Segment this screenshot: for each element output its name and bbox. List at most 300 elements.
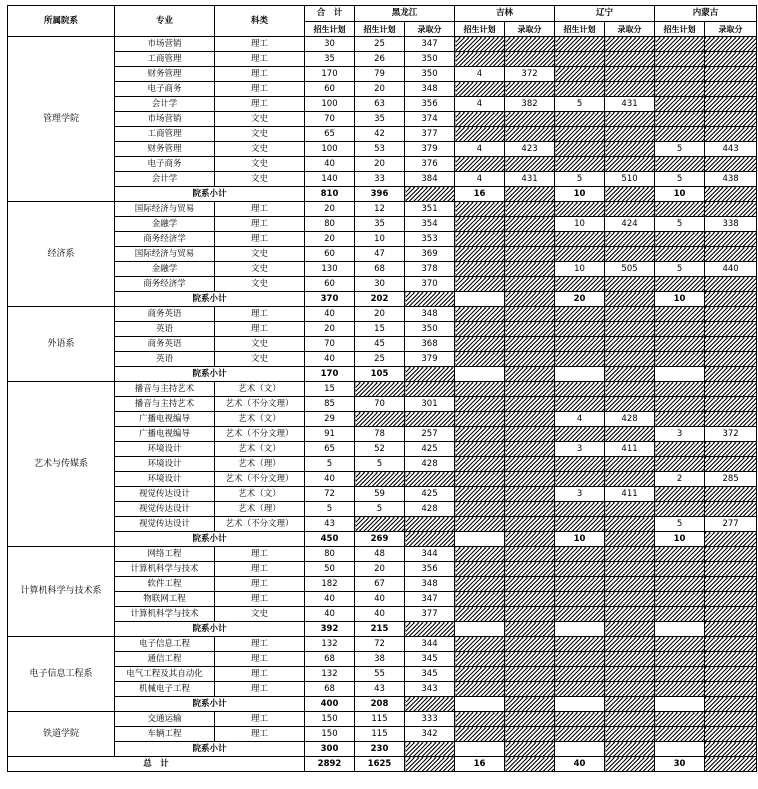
nm-score-cell [705,592,757,607]
jl-plan-cell [455,577,505,592]
hlj-plan-cell: 47 [355,247,405,262]
hlj-score-cell: 428 [405,457,455,472]
major-cell: 电子信息工程 [115,637,215,652]
jl-plan-cell [455,607,505,622]
nm-score-cell: 438 [705,172,757,187]
nm-score-cell [705,562,757,577]
jl-score-cell [505,82,555,97]
grand-total-hlj-plan: 1625 [355,757,405,772]
subtotal-hlj-plan: 396 [355,187,405,202]
jl-plan-cell [455,262,505,277]
ln-score-cell: 505 [605,262,655,277]
table-row [8,592,757,607]
nm-score-cell [705,667,757,682]
ln-score-cell [605,502,655,517]
major-cell: 会计学 [115,172,215,187]
category-cell: 文史 [215,157,305,172]
jl-score-cell [505,727,555,742]
category-cell: 艺术（文） [215,412,305,427]
jl-score-cell [505,472,555,487]
nm-plan-cell [655,397,705,412]
major-cell: 电子商务 [115,82,215,97]
jl-score-cell [505,127,555,142]
hlj-plan-cell: 115 [355,727,405,742]
nm-plan-cell [655,127,705,142]
subtotal-nm-plan [655,622,705,637]
nm-plan-cell [655,352,705,367]
header-jl-plan: 招生计划 [455,22,505,37]
hlj-plan-cell: 5 [355,457,405,472]
subtotal-nm-score [705,697,757,712]
table-row [8,37,757,52]
category-cell: 艺术（不分文理） [215,517,305,532]
jl-score-cell [505,217,555,232]
jl-score-cell [505,52,555,67]
header-region-neimenggu: 内蒙古 [655,6,757,22]
ln-plan-cell [555,517,605,532]
table-row [8,247,757,262]
table-row [8,577,757,592]
subtotal-row [8,367,757,382]
ln-plan-cell [555,232,605,247]
table-row [8,397,757,412]
nm-score-cell: 440 [705,262,757,277]
ln-plan-cell [555,562,605,577]
total-plan-cell: 100 [305,142,355,157]
total-plan-cell: 170 [305,67,355,82]
nm-score-cell: 338 [705,217,757,232]
table-row [8,427,757,442]
hlj-score-cell: 347 [405,592,455,607]
jl-score-cell [505,307,555,322]
ln-score-cell [605,232,655,247]
nm-plan-cell: 5 [655,517,705,532]
subtotal-hlj-score [405,532,455,547]
header-total-plan: 招生计划 [305,22,355,37]
subtotal-nm-plan: 10 [655,532,705,547]
total-plan-cell: 20 [305,322,355,337]
major-cell: 财务管理 [115,67,215,82]
ln-score-cell: 428 [605,412,655,427]
nm-score-cell [705,37,757,52]
ln-score-cell [605,37,655,52]
grand-total-total: 2892 [305,757,355,772]
category-cell: 文史 [215,277,305,292]
subtotal-nm-score [705,367,757,382]
table-row [8,442,757,457]
major-cell: 通信工程 [115,652,215,667]
subtotal-row [8,697,757,712]
ln-score-cell [605,337,655,352]
jl-plan-cell [455,277,505,292]
subtotal-total: 810 [305,187,355,202]
grand-total-jl-plan: 16 [455,757,505,772]
subtotal-ln-score [605,622,655,637]
dept-label: 艺术与传媒系 [8,382,115,547]
category-cell: 理工 [215,727,305,742]
jl-score-cell [505,577,555,592]
nm-plan-cell [655,322,705,337]
subtotal-jl-score [505,532,555,547]
category-cell: 理工 [215,592,305,607]
total-plan-cell: 100 [305,97,355,112]
ln-score-cell [605,67,655,82]
total-plan-cell: 68 [305,652,355,667]
nm-score-cell [705,322,757,337]
ln-score-cell: 411 [605,487,655,502]
hlj-plan-cell: 20 [355,82,405,97]
nm-score-cell [705,52,757,67]
major-cell: 视觉传达设计 [115,502,215,517]
nm-score-cell [705,67,757,82]
subtotal-nm-plan: 10 [655,292,705,307]
subtotal-jl-score [505,742,555,757]
subtotal-jl-plan [455,697,505,712]
ln-score-cell [605,202,655,217]
ln-plan-cell [555,397,605,412]
nm-plan-cell [655,547,705,562]
major-cell: 财务管理 [115,142,215,157]
nm-score-cell [705,682,757,697]
jl-score-cell [505,202,555,217]
header-nm-score: 录取分 [705,22,757,37]
jl-plan-cell [455,517,505,532]
ln-score-cell [605,517,655,532]
header-region-liaoning: 辽宁 [555,6,655,22]
jl-plan-cell: 4 [455,142,505,157]
jl-plan-cell [455,667,505,682]
ln-plan-cell: 3 [555,442,605,457]
ln-score-cell [605,142,655,157]
ln-score-cell: 424 [605,217,655,232]
category-cell: 文史 [215,172,305,187]
hlj-score-cell: 356 [405,97,455,112]
hlj-score-cell: 378 [405,262,455,277]
table-row [8,472,757,487]
category-cell: 艺术（不分文理） [215,427,305,442]
nm-score-cell [705,502,757,517]
ln-plan-cell [555,142,605,157]
header-hlj-plan: 招生计划 [355,22,405,37]
category-cell: 艺术（理） [215,502,305,517]
subtotal-row [8,532,757,547]
table-row [8,262,757,277]
subtotal-jl-plan [455,532,505,547]
ln-score-cell [605,637,655,652]
hlj-plan-cell: 48 [355,547,405,562]
major-cell: 工商管理 [115,52,215,67]
total-plan-cell: 65 [305,442,355,457]
table-row [8,667,757,682]
hlj-plan-cell: 25 [355,37,405,52]
ln-plan-cell: 4 [555,412,605,427]
subtotal-nm-plan [655,697,705,712]
jl-score-cell [505,37,555,52]
header-ln-plan: 招生计划 [555,22,605,37]
hlj-score-cell: 368 [405,337,455,352]
total-plan-cell: 5 [305,457,355,472]
table-row [8,52,757,67]
jl-score-cell [505,427,555,442]
jl-plan-cell [455,442,505,457]
table-row [8,727,757,742]
major-cell: 计算机科学与技术 [115,562,215,577]
ln-plan-cell [555,667,605,682]
jl-plan-cell [455,682,505,697]
ln-score-cell [605,247,655,262]
category-cell: 理工 [215,217,305,232]
nm-score-cell [705,82,757,97]
total-plan-cell: 30 [305,37,355,52]
subtotal-jl-score [505,187,555,202]
jl-plan-cell [455,457,505,472]
hlj-plan-cell: 10 [355,232,405,247]
category-cell: 文史 [215,352,305,367]
dept-label: 外语系 [8,307,115,382]
subtotal-hlj-plan: 208 [355,697,405,712]
table-row [8,607,757,622]
ln-plan-cell [555,37,605,52]
header-nm-plan: 招生计划 [655,22,705,37]
total-plan-cell: 40 [305,157,355,172]
category-cell: 理工 [215,682,305,697]
major-cell: 播音与主持艺术 [115,397,215,412]
hlj-score-cell: 425 [405,487,455,502]
jl-plan-cell [455,472,505,487]
category-cell: 文史 [215,142,305,157]
ln-score-cell [605,727,655,742]
nm-plan-cell [655,652,705,667]
nm-score-cell: 285 [705,472,757,487]
hlj-plan-cell: 20 [355,562,405,577]
total-plan-cell: 132 [305,667,355,682]
ln-plan-cell [555,352,605,367]
jl-score-cell [505,667,555,682]
major-cell: 市场营销 [115,37,215,52]
total-plan-cell: 140 [305,172,355,187]
nm-plan-cell [655,247,705,262]
ln-plan-cell [555,592,605,607]
table-row [8,712,757,727]
dept-label: 计算机科学与技术系 [8,547,115,637]
header-major: 专业 [115,6,215,37]
subtotal-hlj-score [405,367,455,382]
hlj-plan-cell: 59 [355,487,405,502]
subtotal-ln-score [605,367,655,382]
total-plan-cell: 40 [305,607,355,622]
hlj-plan-cell: 70 [355,397,405,412]
table-row [8,232,757,247]
grand-total-hlj-score [405,757,455,772]
dept-label: 管理学院 [8,37,115,202]
table-row [8,157,757,172]
nm-plan-cell: 5 [655,172,705,187]
ln-score-cell [605,667,655,682]
subtotal-row [8,187,757,202]
jl-plan-cell [455,307,505,322]
subtotal-nm-plan: 10 [655,187,705,202]
category-cell: 理工 [215,232,305,247]
nm-plan-cell [655,562,705,577]
table-row [8,637,757,652]
hlj-plan-cell: 45 [355,337,405,352]
subtotal-total: 392 [305,622,355,637]
hlj-score-cell: 345 [405,667,455,682]
table-row [8,502,757,517]
hlj-score-cell [405,382,455,397]
subtotal-ln-plan [555,742,605,757]
hlj-plan-cell: 26 [355,52,405,67]
nm-plan-cell [655,502,705,517]
ln-plan-cell [555,52,605,67]
category-cell: 理工 [215,637,305,652]
grand-total-jl-score [505,757,555,772]
ln-plan-cell [555,277,605,292]
hlj-plan-cell [355,517,405,532]
ln-score-cell [605,322,655,337]
major-cell: 金融学 [115,217,215,232]
nm-score-cell [705,97,757,112]
category-cell: 理工 [215,202,305,217]
jl-plan-cell [455,52,505,67]
hlj-plan-cell: 72 [355,637,405,652]
ln-score-cell [605,607,655,622]
subtotal-ln-plan: 10 [555,532,605,547]
major-cell: 车辆工程 [115,727,215,742]
major-cell: 视觉传达设计 [115,517,215,532]
jl-plan-cell [455,487,505,502]
category-cell: 艺术（文） [215,487,305,502]
nm-score-cell [705,127,757,142]
hlj-score-cell: 257 [405,427,455,442]
nm-plan-cell [655,337,705,352]
major-cell: 广播电视编导 [115,427,215,442]
jl-plan-cell [455,562,505,577]
category-cell: 文史 [215,247,305,262]
hlj-plan-cell: 67 [355,577,405,592]
nm-plan-cell [655,592,705,607]
major-cell: 计算机科学与技术 [115,607,215,622]
total-plan-cell: 35 [305,52,355,67]
nm-plan-cell [655,487,705,502]
nm-plan-cell [655,97,705,112]
jl-plan-cell [455,322,505,337]
header-jl-score: 录取分 [505,22,555,37]
subtotal-ln-plan: 20 [555,292,605,307]
nm-score-cell [705,442,757,457]
nm-plan-cell [655,727,705,742]
nm-score-cell [705,547,757,562]
jl-score-cell [505,412,555,427]
hlj-score-cell: 342 [405,727,455,742]
category-cell: 理工 [215,652,305,667]
ln-score-cell [605,112,655,127]
category-cell: 理工 [215,547,305,562]
table-row [8,67,757,82]
hlj-plan-cell: 35 [355,217,405,232]
jl-plan-cell [455,202,505,217]
subtotal-hlj-score [405,292,455,307]
subtotal-label: 院系小计 [115,697,305,712]
subtotal-hlj-plan: 230 [355,742,405,757]
dept-label: 经济系 [8,202,115,307]
nm-plan-cell [655,607,705,622]
hlj-plan-cell: 20 [355,307,405,322]
hlj-score-cell: 348 [405,577,455,592]
major-cell: 软件工程 [115,577,215,592]
subtotal-ln-plan [555,697,605,712]
jl-plan-cell: 4 [455,172,505,187]
hlj-score-cell: 369 [405,247,455,262]
jl-plan-cell [455,382,505,397]
jl-score-cell [505,322,555,337]
hlj-score-cell: 348 [405,307,455,322]
admission-table-container [7,5,757,772]
jl-score-cell [505,502,555,517]
hlj-score-cell [405,517,455,532]
jl-score-cell: 423 [505,142,555,157]
hlj-plan-cell: 43 [355,682,405,697]
total-plan-cell: 91 [305,427,355,442]
table-body [8,37,757,772]
hlj-score-cell: 344 [405,547,455,562]
category-cell: 艺术（文） [215,382,305,397]
jl-score-cell [505,352,555,367]
subtotal-row [8,622,757,637]
category-cell: 理工 [215,307,305,322]
grand-total-label: 总 计 [8,757,305,772]
hlj-score-cell: 354 [405,217,455,232]
nm-score-cell [705,307,757,322]
ln-plan-cell [555,382,605,397]
subtotal-hlj-score [405,742,455,757]
major-cell: 商务经济学 [115,232,215,247]
major-cell: 物联网工程 [115,592,215,607]
ln-plan-cell: 5 [555,97,605,112]
nm-plan-cell [655,157,705,172]
header-region-jilin: 吉林 [455,6,555,22]
ln-score-cell [605,307,655,322]
ln-score-cell [605,652,655,667]
ln-score-cell [605,157,655,172]
total-plan-cell: 60 [305,247,355,262]
hlj-plan-cell: 68 [355,262,405,277]
subtotal-nm-score [705,292,757,307]
dept-label: 电子信息工程系 [8,637,115,712]
header-category: 科类 [215,6,305,37]
major-cell: 商务经济学 [115,277,215,292]
subtotal-nm-plan [655,367,705,382]
nm-plan-cell [655,577,705,592]
jl-score-cell: 372 [505,67,555,82]
ln-plan-cell [555,112,605,127]
nm-score-cell [705,382,757,397]
table-row [8,457,757,472]
subtotal-row [8,742,757,757]
ln-plan-cell [555,637,605,652]
table-row [8,82,757,97]
total-plan-cell: 85 [305,397,355,412]
hlj-plan-cell [355,412,405,427]
subtotal-hlj-score [405,622,455,637]
nm-plan-cell: 3 [655,427,705,442]
major-cell: 金融学 [115,262,215,277]
category-cell: 艺术（文） [215,442,305,457]
table-row [8,562,757,577]
nm-plan-cell [655,637,705,652]
major-cell: 英语 [115,352,215,367]
ln-score-cell [605,52,655,67]
